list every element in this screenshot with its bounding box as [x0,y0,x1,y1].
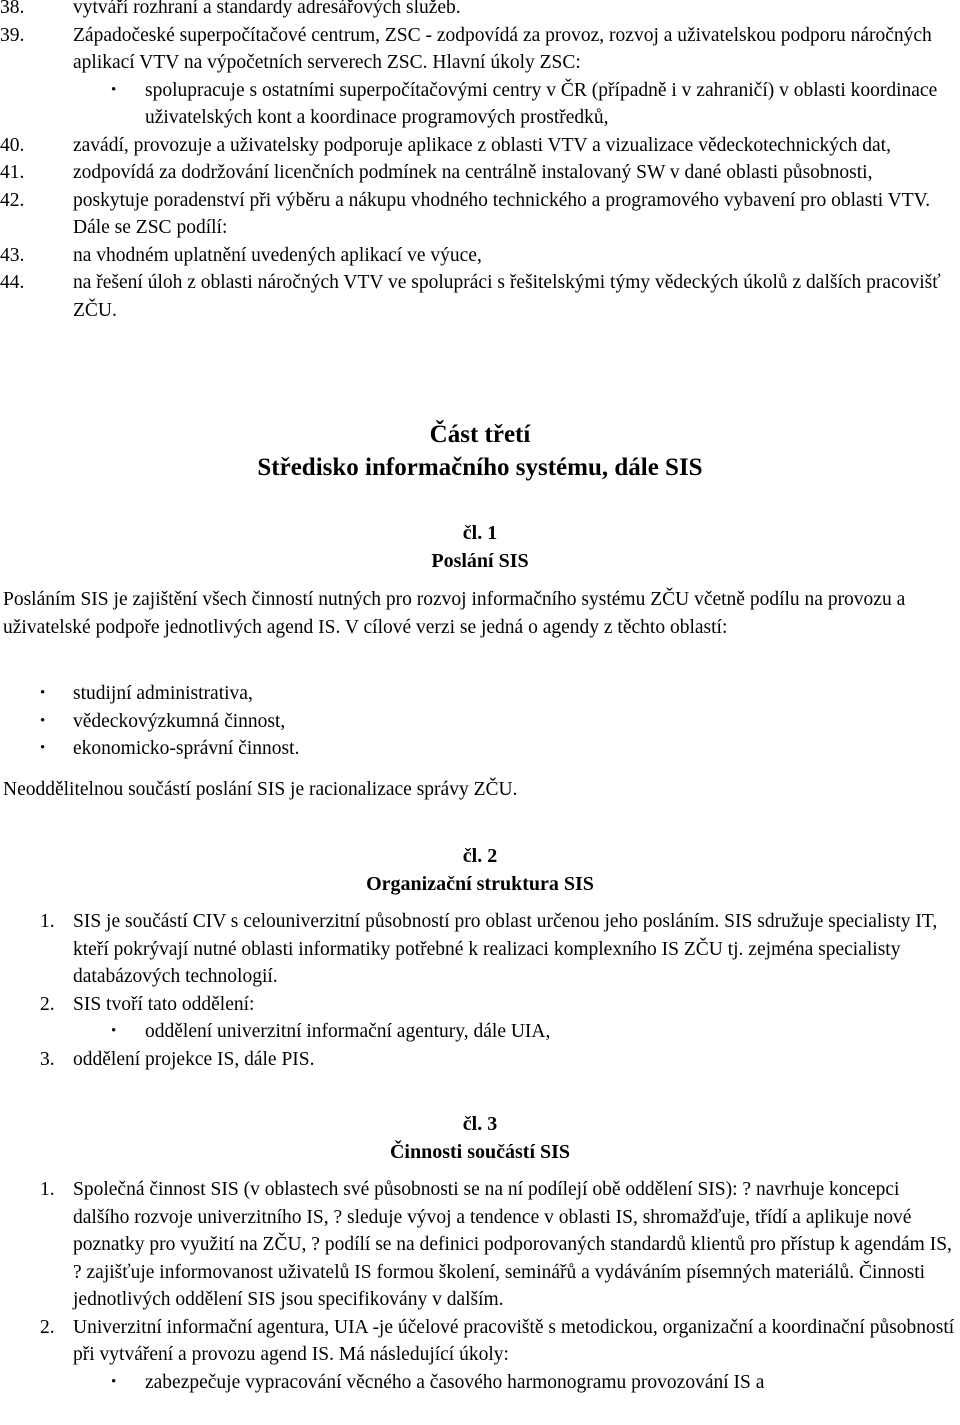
bullet-text: zabezpečuje vypracování věcného a časového harmonogramu provozování IS a [145,1371,765,1393]
article-3-list [0,1176,955,1396]
list-item [0,132,945,160]
bullet-text: ekonomicko-správní činnost. [73,738,300,759]
item-text: zavádí, provozuje a uživatelsky podporuje aplikace z oblasti VTV a vizualizace vědeckotechnických dat, [73,134,891,156]
bullet-item [0,735,940,763]
part-title: Část třetí [429,421,531,448]
bullet-item [0,1369,955,1397]
article-number: čl. 2 [462,845,498,867]
list-item [0,1314,955,1369]
article-number: čl. 1 [462,522,498,544]
item-number: 42. [0,189,25,211]
item-text: Společná činnost SIS (v oblastech své působnosti se na ní podílejí obě oddělení SIS): ? navrhuje koncepci dalšího rozvoje univerzitního IS, ? sleduje vývoj a tendence v oblasti IS, shromažďuje, třídí a aplikuje nové poznatky pro využití na ZČU, ? podílí se na definici podporovaných standardů klientů pro přístup k agendám IS, ? zajišťuje informovanost uživatelů IS formou školení, seminářů a vydáváním písemných materiálů. Činnosti jednotlivých oddělení SIS jsou specifikovány v dalším. [73,1179,952,1310]
list-item [0,242,945,270]
article-3 [0,1110,960,1166]
item-number: 40. [0,134,25,156]
item-number: 2. [40,993,55,1015]
bullet-item [0,77,945,132]
article-1-closing: Neoddělitelnou součástí poslání SIS je racionalizace správy ZČU. [3,779,518,800]
part-subtitle: Středisko informačního systému, dále SIS [257,454,703,481]
bullet-text: vědeckovýzkumná činnost, [73,710,286,732]
item-text: na vhodném uplatnění uvedených aplikací ve výuce, [73,244,482,266]
list-item [0,159,945,187]
item-number: 44. [0,272,25,293]
item-text: na řešení úloh z oblasti náročných VTV ve spolupráci s řešitelskými týmy vědeckých úkolů z dalších pracovišť ZČU. [73,272,941,321]
list-item [0,0,945,22]
article-1 [0,519,960,575]
item-text: vytváří rozhraní a standardy adresářových služeb. [73,0,461,18]
article-1-paragraph: Posláním SIS je zajištění všech činností nutných pro rozvoj informačního systému ZČU včetně podílu na provozu a uživatelské podpoře jednotlivých agend IS. V cílové verzi se jedná o agendy z těchto oblastí: [3,589,906,638]
part3-heading [0,418,960,484]
article-number: čl. 3 [462,1113,498,1135]
bullet-item [0,1018,945,1046]
bullet-text: spolupracuje s ostatními superpočítačovými centry v ČR (případně i v zahraničí) v oblasti koordinace uživatelských kont a koordinace programových prostředků, [145,79,938,128]
list-item [0,269,945,324]
part1-tail-section [0,0,945,324]
article-1-bullets [0,680,940,763]
bullet-item [0,680,940,708]
article-2 [0,842,960,898]
bullet-item [0,708,940,736]
item-number: 43. [0,244,25,266]
list-item [0,22,945,77]
item-text: Západočeské superpočítačové centrum, ZSC - zodpovídá za provoz, rozvoj a uživatelskou podporu náročných aplikací VTV na výpočetních serverech ZSC. Hlavní úkoly ZSC: [73,24,932,73]
item-number: 41. [0,162,25,183]
article-title: Poslání SIS [431,550,529,572]
item-number: 3. [40,1048,55,1070]
list-item [0,1176,955,1314]
article-2-list [0,908,945,1073]
item-number: 2. [40,1316,55,1338]
bullet-text: oddělení univerzitní informační agentury, dále UIA, [145,1021,551,1042]
list-item [0,908,945,991]
item-number: 1. [40,1179,55,1200]
item-text: zodpovídá za dodržování licenčních podmínek na centrálně instalovaný SW v dané oblasti působnosti, [73,162,873,183]
item-text: SIS tvoří tato oddělení: [73,993,255,1015]
bullet-text: studijní administrativa, [73,683,253,704]
list-item [0,187,945,242]
article-title: Činnosti součástí SIS [389,1141,571,1163]
list-item [0,1046,945,1074]
item-text: oddělení projekce IS, dále PIS. [73,1048,315,1070]
item-text: SIS je součástí CIV s celouniverzitní působností pro oblast určenou jeho posláním. SIS sdružuje specialisty IT, kteří pokrývají nutné oblasti informatiky potřebné k realizaci komplexního IS ZČU tj. zejména specialisty databázových technologií. [73,911,938,987]
item-text: Univerzitní informační agentura, UIA -je účelové pracoviště s metodickou, organizační a koordinační působností při vytváření a provozu agend IS. Má následující úkoly: [73,1316,955,1365]
item-text: poskytuje poradenství při výběru a nákupu vhodného technického a programového vybavení pro oblasti VTV. Dále se ZSC podílí: [73,189,931,238]
item-number: 1. [40,911,55,932]
item-number: 39. [0,24,25,46]
item-number: 38. [0,0,25,18]
article-title: Organizační struktura SIS [366,873,594,895]
list-item [0,991,945,1019]
